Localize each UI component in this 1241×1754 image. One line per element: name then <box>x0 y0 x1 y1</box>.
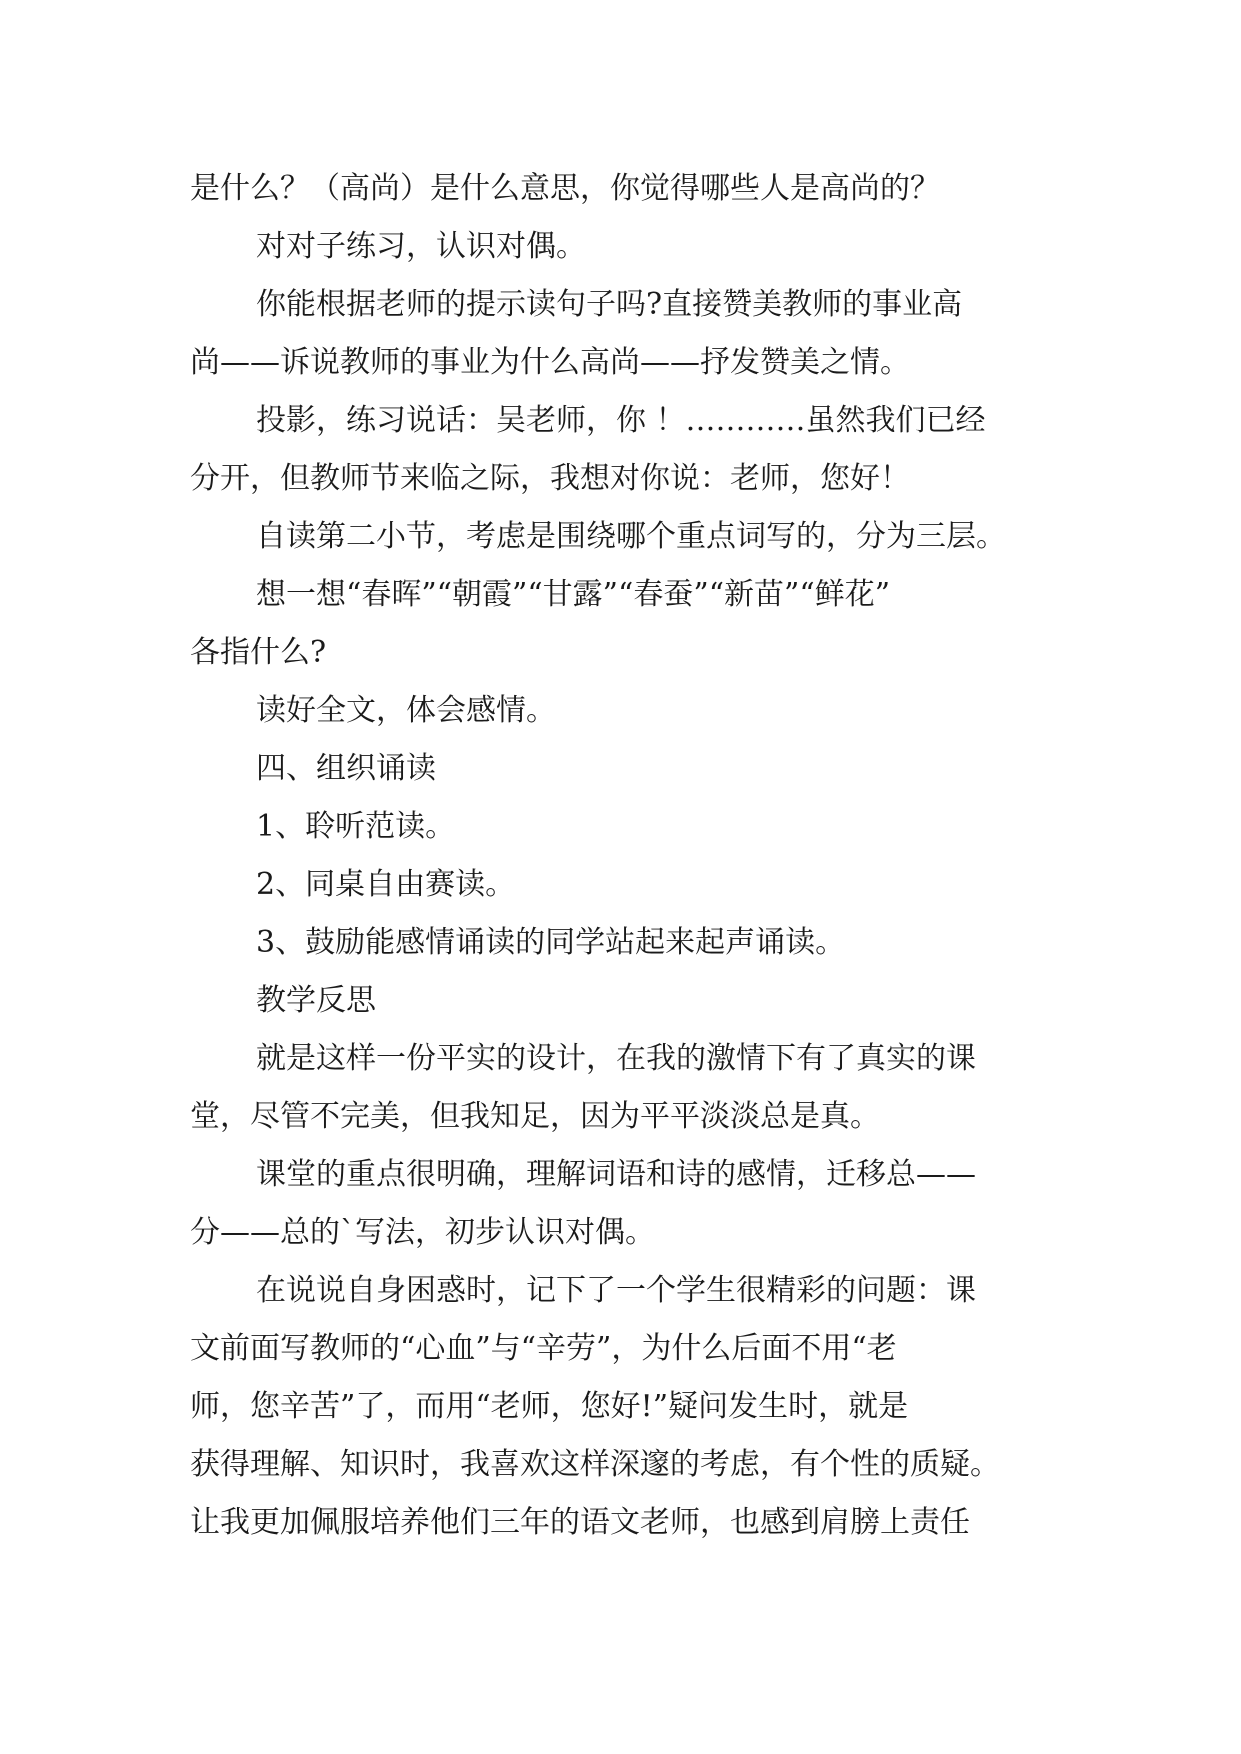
text-line: 堂，尽管不完美，但我知足，因为平平淡淡总是真。 <box>190 1099 880 1134</box>
section-heading: 四、组织诵读 <box>256 751 436 786</box>
list-item: 2、同桌自由赛读。 <box>256 867 516 902</box>
list-item: 3、鼓励能感情诵读的同学站起来起声诵读。 <box>256 925 846 960</box>
text-line: 分开，但教师节来临之际，我想对你说：老师，您好！ <box>190 461 910 496</box>
text-line: 就是这样一份平实的设计，在我的激情下有了真实的课 <box>256 1041 976 1076</box>
text-line: 自读第二小节，考虑是围绕哪个重点词写的，分为三层。 <box>256 519 1006 554</box>
text-line: 分——总的`写法，初步认识对偶。 <box>190 1215 655 1250</box>
text-line: 在说说自身困惑时，记下了一个学生很精彩的问题：课 <box>256 1273 976 1308</box>
list-item: 1、聆听范读。 <box>256 809 456 844</box>
text-line: 师，您辛苦”了，而用“老师，您好!”疑问发生时，就是 <box>190 1389 909 1424</box>
text-line: 是什么？（高尚）是什么意思，你觉得哪些人是高尚的？ <box>190 171 940 206</box>
text-line: 对对子练习，认识对偶。 <box>256 229 586 264</box>
text-line: 想一想“春晖”“朝霞”“甘露”“春蚕”“新苗”“鲜花” <box>256 577 891 612</box>
text-line: 读好全文，体会感情。 <box>256 693 556 728</box>
text-line: 课堂的重点很明确，理解词语和诗的感情，迁移总—— <box>256 1157 976 1192</box>
section-heading: 教学反思 <box>256 983 376 1018</box>
document-body <box>190 160 1060 1552</box>
text-line: 文前面写教师的“心血”与“辛劳”，为什么后面不用“老 <box>190 1331 897 1366</box>
text-line: 获得理解、知识时，我喜欢这样深邃的考虑，有个性的质疑。 <box>190 1447 1000 1482</box>
text-line: 尚——诉说教师的事业为什么高尚——抒发赞美之情。 <box>190 345 910 380</box>
text-line: 各指什么? <box>190 635 327 670</box>
text-line: 投影，练习说话：吴老师，你 ！…………虽然我们已经 <box>256 403 986 438</box>
text-line: 你能根据老师的提示读句子吗?直接赞美教师的事业高 <box>256 287 963 322</box>
text-line: 让我更加佩服培养他们三年的语文老师，也感到肩膀上责任 <box>190 1505 970 1540</box>
